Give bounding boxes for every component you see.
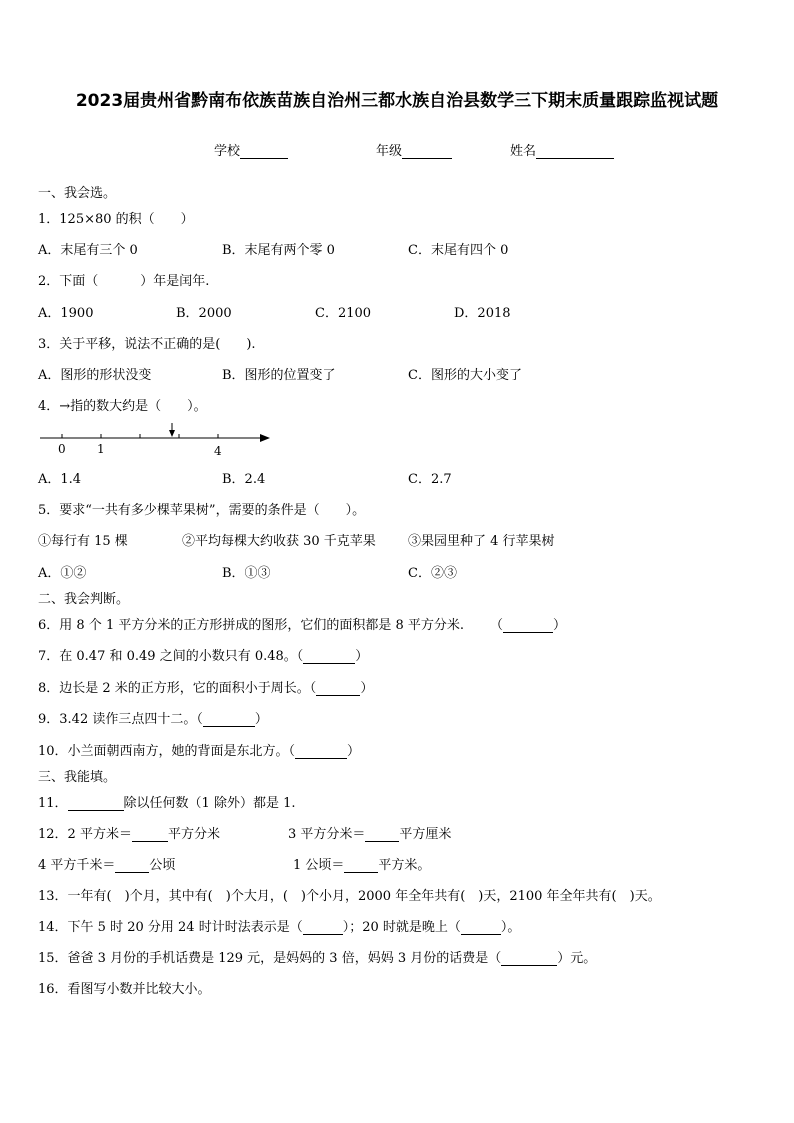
question-12-row-2 [38, 854, 175, 873]
q5-option-c[interactable]: C．②③ [408, 566, 457, 581]
name-field[interactable] [510, 140, 614, 159]
q9-answer-blank[interactable] [203, 712, 255, 727]
number-line-figure [36, 423, 276, 459]
q8-paren-close: ） [360, 681, 374, 696]
q12-c-unit: 公顷 [149, 858, 176, 873]
q1-option-b[interactable]: B．末尾有两个零 0 [222, 243, 335, 258]
number-line-ticks [62, 434, 218, 438]
q12-c-blank[interactable] [115, 858, 149, 873]
q8-answer-blank[interactable] [316, 681, 360, 696]
tick-label-1: 1 [97, 442, 105, 456]
q10-answer-blank[interactable] [295, 744, 347, 759]
section-heading-3: 三、我能填。 [38, 770, 117, 785]
q4-option-a[interactable]: A．1.4 [38, 472, 82, 487]
q10-paren-close: ） [347, 744, 361, 759]
section-heading-1: 一、我会选。 [38, 186, 117, 201]
q14-text-start: 14．下午 5 时 20 分用 24 时计时法表示是（ [38, 920, 303, 935]
question-12-b [288, 823, 451, 842]
q5-condition-1: ①每行有 15 棵 [38, 534, 128, 549]
q6-answer-blank[interactable] [503, 618, 553, 633]
q12-d-text: 1 公顷＝ [293, 858, 345, 873]
q12-a-text: 12．2 平方米＝ [38, 827, 132, 842]
q11-text: 除以任何数（1 除外）都是 1. [123, 796, 296, 811]
question-11 [38, 792, 296, 811]
q2-text-start: 2．下面（ [38, 274, 99, 289]
q2-option-d[interactable]: D．2018 [454, 306, 511, 321]
question-6 [38, 614, 566, 633]
q4-option-b[interactable]: B．2.4 [222, 472, 266, 487]
pointer-arrowhead-icon [169, 430, 175, 437]
school-field[interactable] [214, 140, 288, 159]
page-title: 2023届贵州省黔南布依族苗族自治州三都水族自治县数学三下期末质量跟踪监视试题 [75, 91, 719, 111]
question-7 [38, 645, 368, 664]
q8-text: 8．边长是 2 米的正方形，它的面积小于周长。（ [38, 681, 317, 696]
q14-text-mid: ）；20 时就是晚上（ [342, 920, 461, 935]
q1-option-c[interactable]: C．末尾有四个 0 [408, 243, 509, 258]
number-line-arrowhead [260, 434, 270, 442]
q15-text-start: 15．爸爸 3 月份的手机话费是 129 元，是妈妈的 3 倍，妈妈 3 月份的话费是（ [38, 951, 502, 966]
q7-answer-blank[interactable] [303, 649, 355, 664]
question-13: 13．一年有( )个月，其中有( )个大月，( )个小月，2000 年全年共有( )天，2100 年全年共有( )天。 [38, 889, 661, 904]
q12-c-text: 4 平方千米＝ [38, 858, 116, 873]
q9-text: 9．3.42 读作三点四十二。（ [38, 712, 203, 727]
question-15 [38, 947, 596, 966]
q12-a-unit: 平方分米 [167, 827, 220, 842]
q6-paren-close: ） [553, 618, 567, 633]
q2-option-c[interactable]: C．2100 [315, 306, 372, 321]
q6-text: 6．用 8 个 1 平方分米的正方形拼成的图形，它们的面积都是 8 平方分米. [38, 618, 465, 633]
q12-b-blank[interactable] [365, 827, 399, 842]
question-1: 1．125×80 的积（ ） [38, 212, 194, 227]
q2-option-a[interactable]: A．1900 [38, 306, 94, 321]
school-label: 学校 [214, 144, 241, 159]
q5-option-a[interactable]: A．①② [38, 566, 87, 581]
question-3: 3．关于平移，说法不正确的是( ). [38, 337, 256, 352]
question-9 [38, 708, 268, 727]
grade-blank[interactable] [402, 144, 452, 159]
question-2 [38, 270, 209, 289]
q14-answer-blank-2[interactable] [461, 920, 501, 935]
q14-text-end: ）。 [500, 920, 521, 935]
question-10 [38, 740, 360, 759]
q3-option-c[interactable]: C．图形的大小变了 [408, 368, 522, 383]
q9-paren-close: ） [254, 712, 268, 727]
q5-option-b[interactable]: B．①③ [222, 566, 271, 581]
question-8 [38, 677, 373, 696]
section-heading-2: 二、我会判断。 [38, 592, 130, 607]
q2-text-end: ）年是闰年. [140, 274, 210, 289]
q7-text: 7．在 0.47 和 0.49 之间的小数只有 0.48。（ [38, 649, 304, 664]
q15-answer-blank[interactable] [501, 951, 557, 966]
question-12-d [293, 854, 430, 873]
question-5: 5．要求“一共有多少棵苹果树”，需要的条件是（ ）。 [38, 503, 366, 518]
q12-b-text: 3 平方分米＝ [288, 827, 366, 842]
name-label: 姓名 [510, 144, 537, 159]
school-blank[interactable] [240, 144, 288, 159]
tick-label-4: 4 [214, 444, 222, 458]
q12-d-unit: 平方米。 [378, 858, 431, 873]
tick-label-0: 0 [58, 442, 66, 456]
q7-paren-close: ） [355, 649, 369, 664]
question-4: 4．→指的数大约是（ ）。 [38, 399, 207, 414]
q3-option-a[interactable]: A．图形的形状没变 [38, 368, 152, 383]
question-14 [38, 916, 520, 935]
grade-label: 年级 [376, 144, 403, 159]
name-blank[interactable] [536, 144, 614, 159]
q10-text: 10．小兰面朝西南方，她的背面是东北方。（ [38, 744, 296, 759]
q14-answer-blank-1[interactable] [303, 920, 343, 935]
q1-option-a[interactable]: A．末尾有三个 0 [38, 243, 138, 258]
question-16: 16．看图写小数并比较大小。 [38, 982, 211, 997]
q12-d-blank[interactable] [344, 858, 378, 873]
q5-condition-2: ②平均每棵大约收获 30 千克苹果 [182, 534, 376, 549]
q12-b-unit: 平方厘米 [399, 827, 452, 842]
q4-option-c[interactable]: C．2.7 [408, 472, 452, 487]
q12-a-blank[interactable] [132, 827, 168, 842]
grade-field[interactable] [376, 140, 452, 159]
q5-condition-3: ③果园里种了 4 行苹果树 [408, 534, 555, 549]
q2-option-b[interactable]: B．2000 [176, 306, 232, 321]
question-12-row-1 [38, 823, 220, 842]
q6-paren-open: （ [490, 618, 504, 633]
q3-option-b[interactable]: B．图形的位置变了 [222, 368, 336, 383]
q11-number: 11． [38, 796, 68, 811]
q15-text-end: ）元。 [557, 951, 597, 966]
q11-answer-blank[interactable] [68, 796, 124, 811]
